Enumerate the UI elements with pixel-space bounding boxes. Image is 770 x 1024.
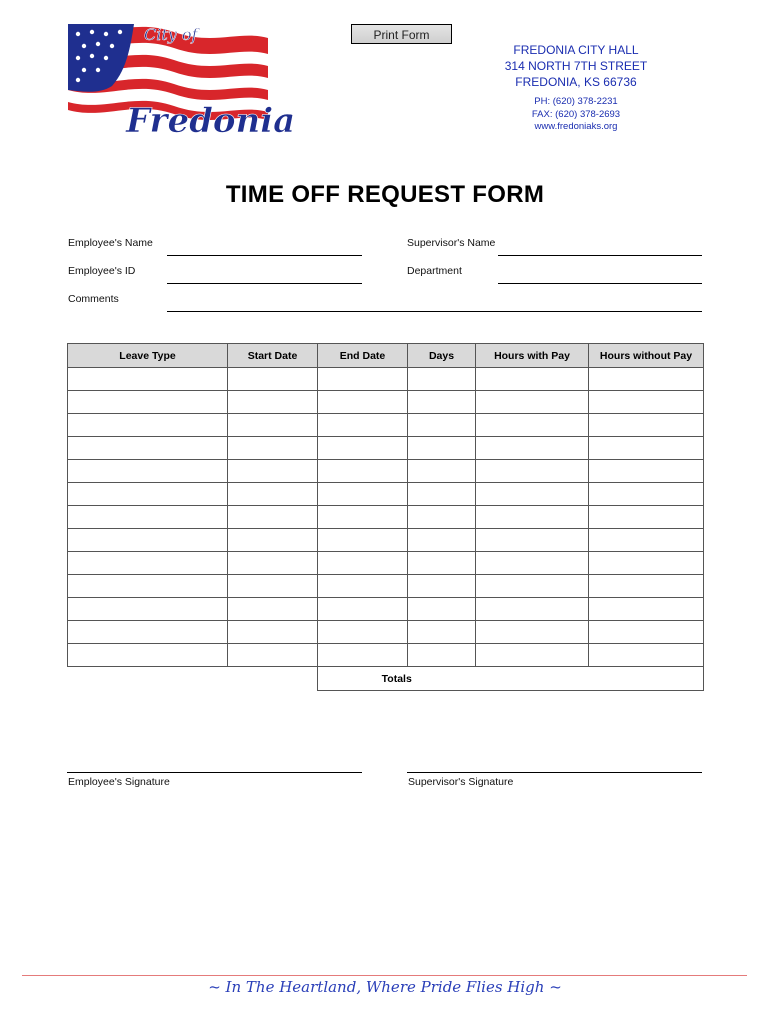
end-date-cell[interactable] (318, 644, 408, 667)
header-end-date: End Date (318, 344, 408, 368)
leave-type-cell[interactable] (68, 644, 228, 667)
start-date-cell[interactable] (228, 483, 318, 506)
employee-signature-label: Employee's Signature (68, 776, 170, 788)
hours-with-pay-cell[interactable] (476, 460, 589, 483)
employee-id-label: Employee's ID (68, 265, 136, 277)
address-fax: FAX: (620) 378-2693 (531, 108, 621, 120)
hours-without-pay-cell[interactable] (589, 621, 704, 644)
leave-table (67, 343, 704, 691)
hours-with-pay-cell[interactable] (476, 621, 589, 644)
hours-without-pay-cell[interactable] (589, 575, 704, 598)
end-date-cell[interactable] (318, 368, 408, 391)
employee-name-label: Employee's Name (68, 237, 153, 249)
leave-type-cell[interactable] (68, 414, 228, 437)
end-date-cell[interactable] (318, 529, 408, 552)
employee-id-field[interactable] (167, 283, 362, 284)
days-cell[interactable] (408, 529, 476, 552)
address-name: FREDONIA CITY HALL (513, 43, 639, 57)
leave-type-cell[interactable] (68, 437, 228, 460)
end-date-cell[interactable] (318, 621, 408, 644)
hours-without-pay-cell[interactable] (589, 414, 704, 437)
end-date-cell[interactable] (318, 598, 408, 621)
hours-with-pay-cell[interactable] (476, 437, 589, 460)
header-hours-without-pay: Hours without Pay (589, 344, 704, 368)
supervisor-signature-line[interactable] (407, 772, 702, 773)
hours-without-pay-cell[interactable] (589, 529, 704, 552)
days-cell[interactable] (408, 368, 476, 391)
address-website[interactable]: www.fredoniaks.org (534, 121, 618, 132)
footer-divider (22, 975, 747, 976)
start-date-cell[interactable] (228, 506, 318, 529)
table-row (68, 644, 704, 667)
table-row (68, 506, 704, 529)
end-date-cell[interactable] (318, 414, 408, 437)
start-date-cell[interactable] (228, 414, 318, 437)
leave-type-cell[interactable] (68, 552, 228, 575)
hours-with-pay-cell[interactable] (476, 506, 589, 529)
table-row (68, 598, 704, 621)
hours-without-pay-cell[interactable] (589, 391, 704, 414)
department-field[interactable] (498, 283, 702, 284)
hours-with-pay-cell[interactable] (476, 529, 589, 552)
form-title: TIME OFF REQUEST FORM (225, 181, 545, 208)
end-date-cell[interactable] (318, 460, 408, 483)
header-start-date: Start Date (228, 344, 318, 368)
days-cell[interactable] (408, 598, 476, 621)
leave-type-cell[interactable] (68, 529, 228, 552)
days-cell[interactable] (408, 414, 476, 437)
hours-without-pay-cell[interactable] (589, 644, 704, 667)
leave-type-cell[interactable] (68, 460, 228, 483)
address-city: FREDONIA, KS 66736 (515, 75, 637, 89)
start-date-cell[interactable] (228, 460, 318, 483)
table-row (68, 483, 704, 506)
start-date-cell[interactable] (228, 529, 318, 552)
leave-type-cell[interactable] (68, 391, 228, 414)
table-row (68, 437, 704, 460)
totals-row (68, 667, 704, 691)
employee-name-field[interactable] (167, 255, 362, 256)
table-row (68, 368, 704, 391)
hours-with-pay-cell[interactable] (476, 598, 589, 621)
hours-without-pay-cell[interactable] (589, 552, 704, 575)
department-label: Department (407, 265, 462, 277)
print-form-button[interactable]: Print Form (351, 24, 452, 44)
table-row (68, 575, 704, 598)
table-row (68, 460, 704, 483)
hours-without-pay-cell[interactable] (589, 483, 704, 506)
table-row (68, 529, 704, 552)
days-cell[interactable] (408, 437, 476, 460)
supervisor-name-label: Supervisor's Name (407, 237, 496, 249)
totals-hours-with-pay[interactable] (476, 667, 589, 691)
leave-type-cell[interactable] (68, 598, 228, 621)
comments-field[interactable] (167, 311, 702, 312)
end-date-cell[interactable] (318, 506, 408, 529)
city-of-fredonia-logo (64, 20, 296, 141)
header-leave-type: Leave Type (68, 344, 228, 368)
hours-without-pay-cell[interactable] (589, 437, 704, 460)
start-date-cell[interactable] (228, 391, 318, 414)
hours-without-pay-cell[interactable] (589, 506, 704, 529)
svg-text:Fredonia: Fredonia (126, 101, 296, 141)
start-date-cell[interactable] (228, 437, 318, 460)
start-date-cell[interactable] (228, 598, 318, 621)
end-date-cell[interactable] (318, 391, 408, 414)
end-date-cell[interactable] (318, 483, 408, 506)
end-date-cell[interactable] (318, 575, 408, 598)
start-date-cell[interactable] (228, 552, 318, 575)
hours-with-pay-cell[interactable] (476, 368, 589, 391)
hours-without-pay-cell[interactable] (589, 368, 704, 391)
address-phone: PH: (620) 378-2231 (534, 96, 618, 107)
hours-with-pay-cell[interactable] (476, 391, 589, 414)
start-date-cell[interactable] (228, 621, 318, 644)
days-cell[interactable] (408, 460, 476, 483)
header-hours-with-pay: Hours with Pay (476, 344, 589, 368)
leave-type-cell[interactable] (68, 621, 228, 644)
days-cell[interactable] (408, 621, 476, 644)
start-date-cell[interactable] (228, 368, 318, 391)
start-date-cell[interactable] (228, 575, 318, 598)
days-cell[interactable] (408, 391, 476, 414)
hours-with-pay-cell[interactable] (476, 644, 589, 667)
end-date-cell[interactable] (318, 437, 408, 460)
leave-type-cell[interactable] (68, 506, 228, 529)
hours-with-pay-cell[interactable] (476, 575, 589, 598)
days-cell[interactable] (408, 644, 476, 667)
totals-hours-without-pay[interactable] (589, 667, 704, 691)
hours-with-pay-cell[interactable] (476, 483, 589, 506)
start-date-cell[interactable] (228, 644, 318, 667)
hours-without-pay-cell[interactable] (589, 460, 704, 483)
city-hall-address (466, 42, 686, 134)
hours-with-pay-cell[interactable] (476, 414, 589, 437)
end-date-cell[interactable] (318, 552, 408, 575)
days-cell[interactable] (408, 483, 476, 506)
svg-text:City of: City of (144, 25, 198, 44)
hours-with-pay-cell[interactable] (476, 552, 589, 575)
table-row (68, 621, 704, 644)
leave-table-header (68, 344, 704, 368)
days-cell[interactable] (408, 552, 476, 575)
hours-without-pay-cell[interactable] (589, 598, 704, 621)
leave-type-cell[interactable] (68, 368, 228, 391)
leave-type-cell[interactable] (68, 483, 228, 506)
days-cell[interactable] (408, 575, 476, 598)
comments-label: Comments (68, 293, 119, 305)
leave-type-cell[interactable] (68, 575, 228, 598)
supervisor-signature-label: Supervisor's Signature (408, 776, 514, 788)
table-row (68, 414, 704, 437)
days-cell[interactable] (408, 506, 476, 529)
table-row (68, 552, 704, 575)
employee-signature-line[interactable] (67, 772, 362, 773)
address-street: 314 NORTH 7TH STREET (504, 59, 648, 73)
table-row (68, 391, 704, 414)
supervisor-name-field[interactable] (498, 255, 702, 256)
header-days: Days (408, 344, 476, 368)
totals-label: Totals (318, 667, 476, 691)
footer-motto: ~ In The Heartland, Where Pride Flies High ~ (208, 978, 562, 996)
